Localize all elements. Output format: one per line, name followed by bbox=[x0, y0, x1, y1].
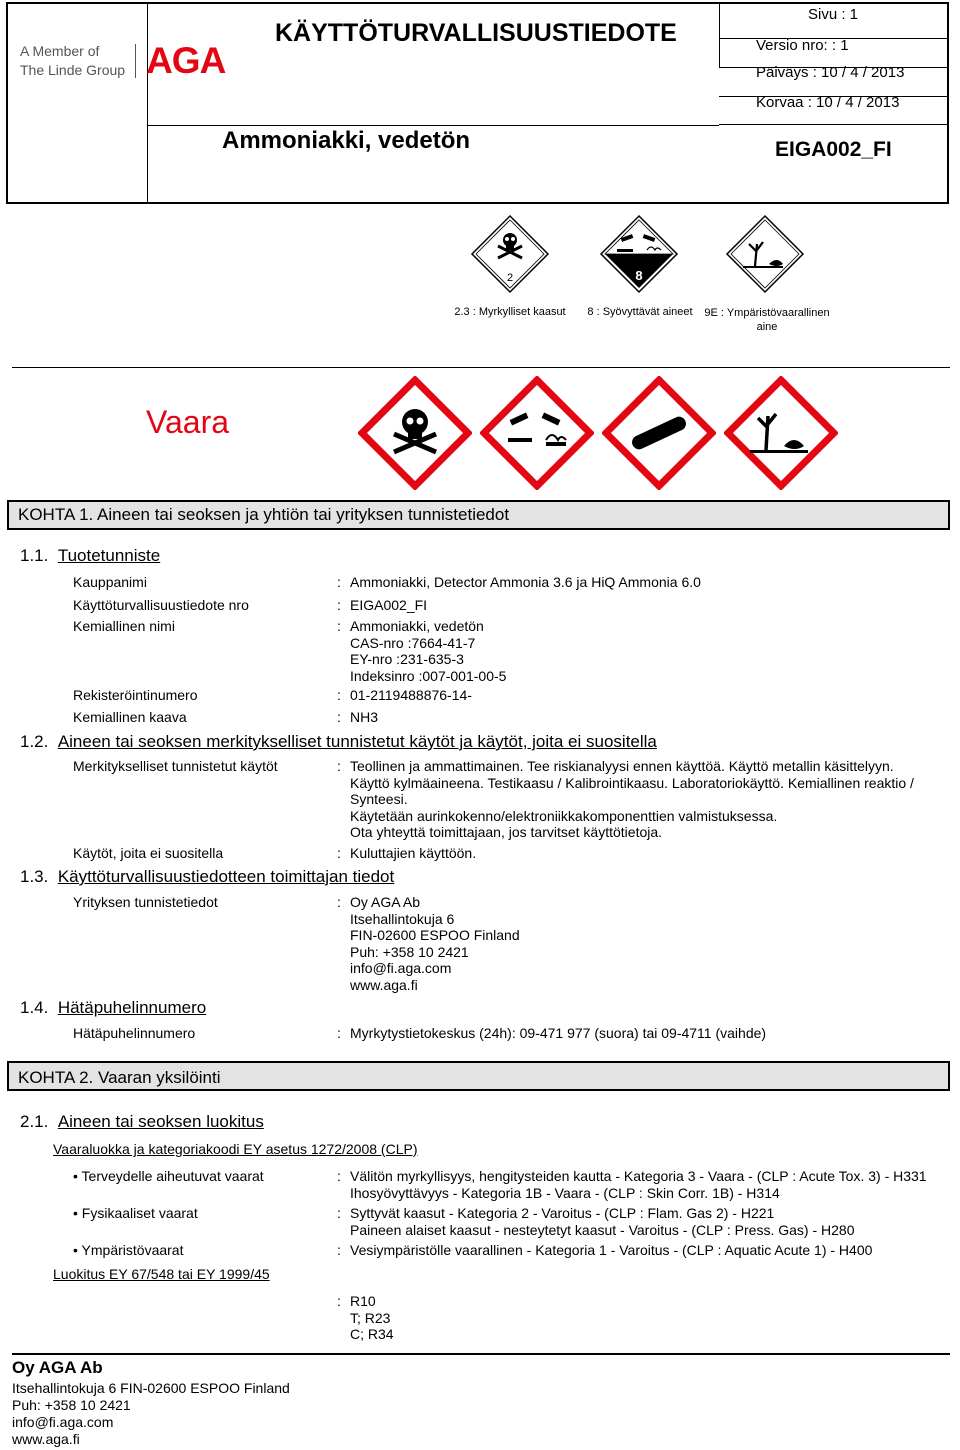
environment-icon bbox=[724, 376, 838, 490]
logo-line1: A Member of bbox=[20, 43, 100, 59]
uses-line: Käyttö kylmäaineena. Testikaasu / Kalibrointikaasu. Laboratoriokäyttö. Kemiallinen reaktio / bbox=[350, 774, 914, 791]
section-title: KOHTA 2. Vaaran yksilöinti bbox=[18, 1068, 221, 1087]
subsection-number: 1.3. bbox=[20, 867, 49, 886]
page-number: Sivu : 1 bbox=[808, 6, 859, 23]
colon: : bbox=[337, 1205, 341, 1221]
company-logo bbox=[20, 40, 225, 82]
document-title: KÄYTTÖTURVALLISUUSTIEDOTE bbox=[275, 19, 677, 47]
header-divider bbox=[719, 4, 720, 67]
colon: : bbox=[337, 709, 341, 725]
sds-number: EIGA002_FI bbox=[350, 597, 428, 613]
issue-date: Päiväys : 10 / 4 / 2013 bbox=[756, 64, 905, 81]
trade-name: Ammoniakki, Detector Ammonia 3.6 ja HiQ Ammonia 6.0 bbox=[350, 574, 701, 590]
corrosive-pictogram bbox=[599, 214, 679, 296]
footer-company: Oy AGA Ab bbox=[12, 1358, 103, 1377]
colon: : bbox=[337, 1242, 341, 1258]
field-label: Käyttöturvallisuustiedote nro bbox=[73, 597, 249, 613]
subsection-title: Tuotetunniste bbox=[57, 546, 161, 565]
supplier-name: Oy AGA Ab bbox=[350, 894, 421, 910]
risk-phrase: C; R34 bbox=[350, 1326, 394, 1342]
pictogram-label: 2.3 : Myrkylliset kaasut bbox=[454, 306, 566, 318]
subsection-1-4 bbox=[20, 998, 206, 1018]
colon: : bbox=[337, 894, 341, 910]
field-label: • Ympäristövaarat bbox=[73, 1242, 184, 1258]
supplier-phone: Puh: +358 10 2421 bbox=[350, 943, 469, 960]
supplier-street: Itsehallintokuja 6 bbox=[350, 910, 455, 927]
subsection-1-2 bbox=[20, 732, 657, 752]
colon: : bbox=[337, 845, 341, 861]
subsection-2-1 bbox=[20, 1112, 264, 1132]
colon: : bbox=[337, 618, 341, 634]
header-divider bbox=[719, 124, 949, 125]
environment-pictogram bbox=[725, 214, 805, 296]
version-number: Versio nro: : 1 bbox=[756, 37, 849, 54]
health-hazards bbox=[350, 1168, 927, 1201]
signal-word: Vaara bbox=[146, 404, 230, 440]
hazard-line: Syttyvät kaasut - Kategoria 2 - Varoitus - (CLP : Flam. Gas 2) - H221 bbox=[350, 1205, 775, 1221]
cas-number: CAS-nro :7664-41-7 bbox=[350, 634, 476, 651]
colon: : bbox=[337, 597, 341, 613]
subsection-number: 1.4. bbox=[20, 998, 49, 1017]
class-number: 8 bbox=[635, 268, 643, 283]
subsection-title: Käyttöturvallisuustiedotteen toimittajan tiedot bbox=[57, 867, 395, 886]
clp-heading: Vaaraluokka ja kategoriakoodi EY asetus 1272/2008 (CLP) bbox=[53, 1141, 418, 1157]
old-classification-heading: Luokitus EY 67/548 tai EY 1999/45 bbox=[53, 1266, 270, 1282]
hazard-line: Paineen alaiset kaasut - nesteytetyt kaasut - Varoitus - (CLP : Press. Gas) - H280 bbox=[350, 1221, 855, 1238]
aga-logo: AGA bbox=[146, 40, 226, 81]
product-name: Ammoniakki, vedetön bbox=[222, 127, 471, 154]
colon: : bbox=[337, 574, 341, 590]
subsection-1-1 bbox=[20, 546, 160, 566]
skull-crossbones-icon bbox=[358, 376, 472, 490]
footer-website: www.aga.fi bbox=[12, 1431, 80, 1447]
field-label: Hätäpuhelinnumero bbox=[73, 1025, 196, 1041]
identified-uses bbox=[350, 758, 914, 841]
physical-hazards bbox=[350, 1205, 855, 1238]
field-label: Kemiallinen kaava bbox=[73, 709, 187, 725]
uses-line: Synteesi. bbox=[350, 791, 408, 807]
footer-divider bbox=[12, 1353, 950, 1355]
hazard-line: Ihosyövyttävyys - Kategoria 1B - Vaara - (CLP : Skin Corr. 1B) - H314 bbox=[350, 1184, 780, 1201]
environmental-hazards-label: Ympäristövaarat bbox=[81, 1242, 184, 1258]
subsection-number: 1.2. bbox=[20, 732, 49, 751]
hazard-line: Välitön myrkyllisyys, hengitysteiden kautta - Kategoria 3 - Vaara - (CLP : Acute Tox. 3) - H331 bbox=[350, 1168, 927, 1184]
section-1-header bbox=[7, 500, 950, 530]
index-number: Indeksinro :007-001-00-5 bbox=[350, 667, 507, 684]
chemical-formula: NH3 bbox=[350, 709, 379, 725]
section-title: KOHTA 1. Aineen tai seoksen ja yhtiön tai yrityksen tunnistetiedot bbox=[18, 505, 510, 524]
uses-line: Käytetään aurinkokenno/elektroniikkakomponenttien valmistuksessa. bbox=[350, 807, 778, 824]
subsection-number: 2.1. bbox=[20, 1112, 49, 1131]
uses-line: Ota yhteyttä toimittajaan, jos tarvitset käyttötietoja. bbox=[350, 824, 663, 840]
subsection-title: Aineen tai seoksen luokitus bbox=[57, 1112, 264, 1131]
field-label: Rekisteröintinumero bbox=[73, 687, 198, 703]
toxic-gas-pictogram bbox=[470, 214, 550, 296]
corrosion-icon bbox=[480, 376, 594, 490]
supplier-city: FIN-02600 ESPOO Finland bbox=[350, 927, 520, 943]
footer-email: info@fi.aga.com bbox=[12, 1414, 114, 1430]
header-divider bbox=[147, 125, 719, 126]
divider bbox=[12, 367, 950, 368]
uses-advised-against: Kuluttajien käyttöön. bbox=[350, 845, 477, 861]
colon: : bbox=[337, 687, 341, 703]
ec-number: EY-nro :231-635-3 bbox=[350, 651, 464, 667]
section-2-header bbox=[7, 1061, 950, 1091]
field-label: Yrityksen tunnistetiedot bbox=[73, 894, 218, 910]
subsection-title: Hätäpuhelinnumero bbox=[57, 998, 207, 1017]
document-code: EIGA002_FI bbox=[775, 138, 892, 161]
risk-phrase: R10 bbox=[350, 1293, 376, 1309]
field-label: Merkitykselliset tunnistetut käytöt bbox=[73, 758, 278, 774]
health-hazards-label: Terveydelle aiheutuvat vaarat bbox=[81, 1168, 264, 1184]
subsection-title: Aineen tai seoksen merkitykselliset tunnistetut käytöt ja käytöt, joita ei suositella bbox=[57, 732, 657, 751]
supplier-details bbox=[350, 894, 520, 993]
colon: : bbox=[337, 758, 341, 774]
field-label: Kemiallinen nimi bbox=[73, 618, 175, 634]
subsection-number: 1.1. bbox=[20, 546, 49, 565]
physical-hazards-label: Fysikaaliset vaarat bbox=[81, 1205, 198, 1221]
pictogram-label: 8 : Syövyttävät aineet bbox=[587, 306, 693, 318]
field-label: Käytöt, joita ei suositella bbox=[73, 845, 224, 861]
supplier-email: info@fi.aga.com bbox=[350, 960, 452, 976]
field-label: Kauppanimi bbox=[73, 574, 147, 590]
field-label: • Terveydelle aiheutuvat vaarat bbox=[73, 1168, 264, 1184]
footer-address: Itsehallintokuja 6 FIN-02600 ESPOO Finland bbox=[12, 1380, 290, 1396]
old-classification bbox=[350, 1293, 394, 1343]
uses-line: Teollinen ja ammattimainen. Tee riskianalyysi ennen käyttöä. Käyttö metallin käsittelyyn. bbox=[350, 758, 894, 774]
footer-phone: Puh: +358 10 2421 bbox=[12, 1397, 131, 1413]
subsection-1-3 bbox=[20, 867, 394, 887]
chemical-name-value: Ammoniakki, vedetön bbox=[350, 618, 484, 634]
colon: : bbox=[337, 1168, 341, 1184]
class-number: 2 bbox=[506, 272, 514, 284]
emergency-number: Myrkytystietokeskus (24h): 09-471 977 (suora) tai 09-4711 (vaihde) bbox=[350, 1025, 767, 1041]
risk-phrase: T; R23 bbox=[350, 1309, 391, 1326]
chemical-name bbox=[350, 618, 506, 684]
gas-cylinder-icon bbox=[602, 376, 716, 490]
colon: : bbox=[337, 1025, 341, 1041]
environmental-hazards: Vesiympäristölle vaarallinen - Kategoria 1 - Varoitus - (CLP : Aquatic Acute 1) - H400 bbox=[350, 1242, 873, 1258]
registration-number: 01-2119488876-14- bbox=[350, 687, 472, 703]
field-label: • Fysikaaliset vaarat bbox=[73, 1205, 198, 1221]
logo-line2: The Linde Group bbox=[20, 62, 126, 78]
header-divider bbox=[147, 4, 148, 202]
pictogram-label: 9E : Ympäristövaarallinen aine bbox=[704, 307, 830, 333]
supplier-website: www.aga.fi bbox=[350, 976, 418, 993]
replaces-date: Korvaa : 10 / 4 / 2013 bbox=[756, 94, 900, 111]
colon: : bbox=[337, 1293, 341, 1309]
